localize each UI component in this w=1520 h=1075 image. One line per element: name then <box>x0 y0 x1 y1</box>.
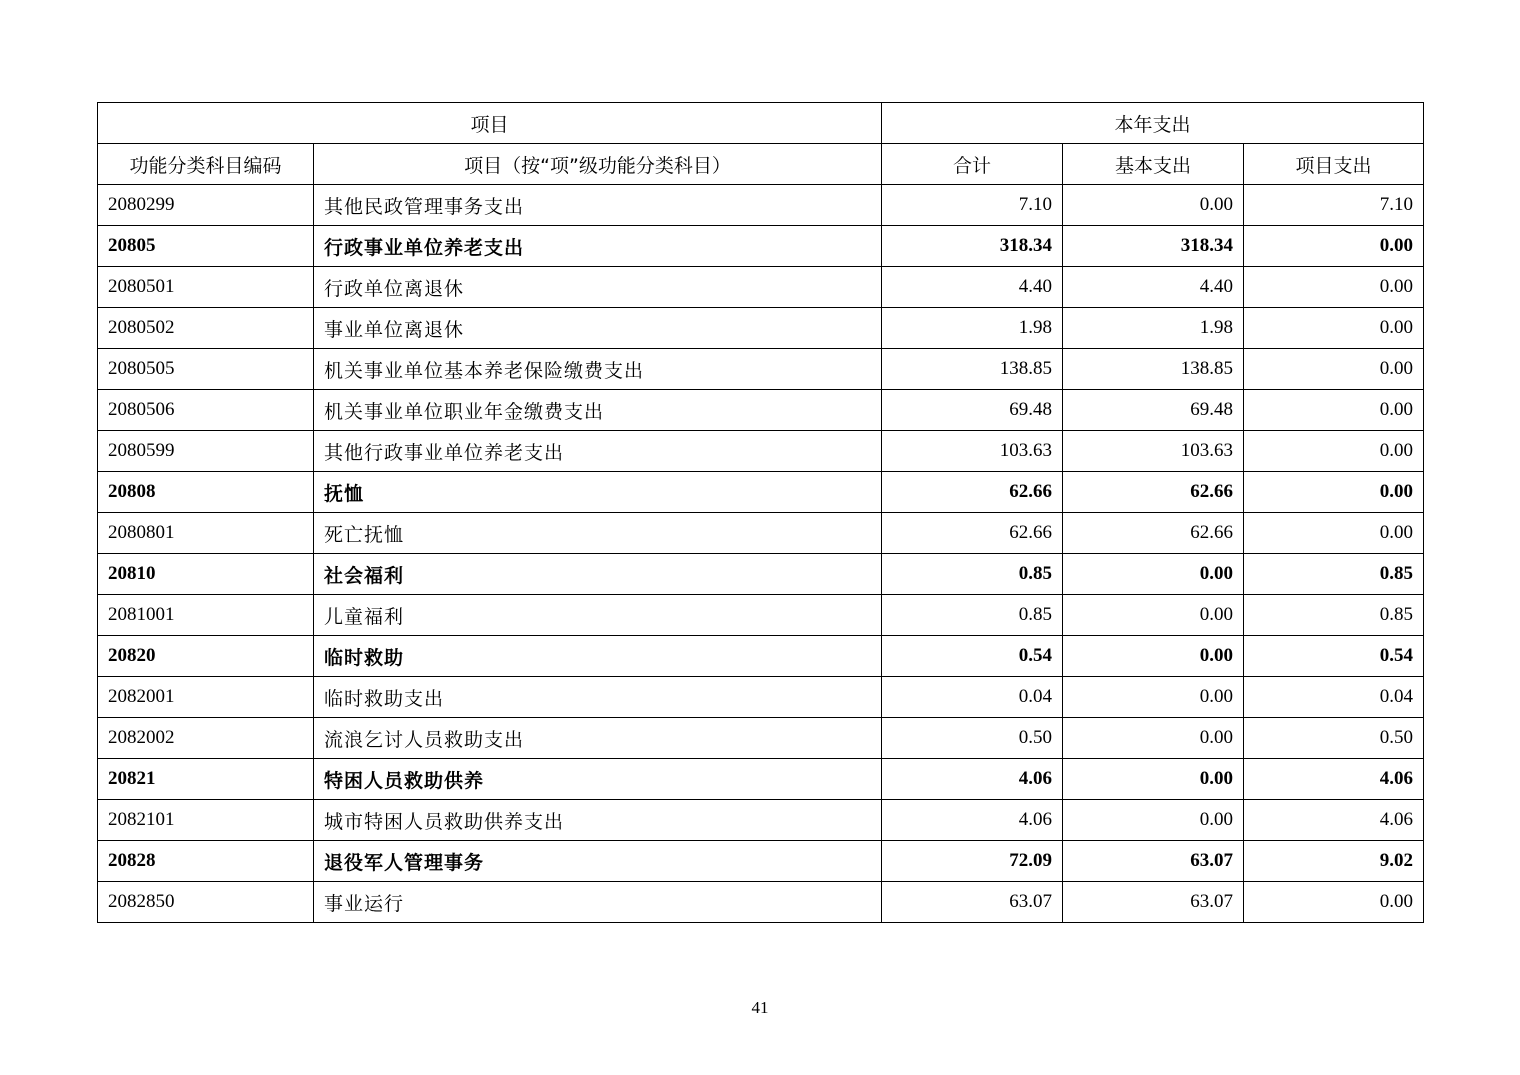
column-header-code: 功能分类科目编码 <box>98 144 314 185</box>
table-row <box>98 226 1424 267</box>
cell-basic: 318.34 <box>1063 226 1244 267</box>
cell-project: 9.02 <box>1244 841 1424 882</box>
cell-code: 2080801 <box>98 513 314 554</box>
cell-name: 抚恤 <box>314 472 882 513</box>
cell-code: 20828 <box>98 841 314 882</box>
column-header-name: 项目（按“项”级功能分类科目） <box>314 144 882 185</box>
cell-name: 机关事业单位基本养老保险缴费支出 <box>314 349 882 390</box>
cell-basic: 0.00 <box>1063 718 1244 759</box>
cell-project: 0.00 <box>1244 882 1424 923</box>
cell-project: 0.00 <box>1244 308 1424 349</box>
table-row <box>98 718 1424 759</box>
column-header-project: 项目支出 <box>1244 144 1424 185</box>
table-row <box>98 759 1424 800</box>
table-row <box>98 349 1424 390</box>
column-header-total: 合计 <box>882 144 1063 185</box>
cell-name: 事业单位离退休 <box>314 308 882 349</box>
cell-code: 2080299 <box>98 185 314 226</box>
cell-basic: 0.00 <box>1063 554 1244 595</box>
cell-total: 4.40 <box>882 267 1063 308</box>
cell-basic: 0.00 <box>1063 185 1244 226</box>
table-row <box>98 390 1424 431</box>
table-row <box>98 185 1424 226</box>
cell-name: 其他行政事业单位养老支出 <box>314 431 882 472</box>
cell-project: 0.85 <box>1244 595 1424 636</box>
cell-basic: 1.98 <box>1063 308 1244 349</box>
cell-project: 0.00 <box>1244 267 1424 308</box>
header-project: 项目 <box>98 103 882 144</box>
cell-name: 死亡抚恤 <box>314 513 882 554</box>
cell-basic: 62.66 <box>1063 472 1244 513</box>
cell-basic: 4.40 <box>1063 267 1244 308</box>
cell-code: 2082002 <box>98 718 314 759</box>
cell-project: 0.54 <box>1244 636 1424 677</box>
cell-total: 0.54 <box>882 636 1063 677</box>
cell-basic: 62.66 <box>1063 513 1244 554</box>
column-header-basic: 基本支出 <box>1063 144 1244 185</box>
page-number: 41 <box>751 998 769 1017</box>
cell-code: 20808 <box>98 472 314 513</box>
cell-name: 城市特困人员救助供养支出 <box>314 800 882 841</box>
header-current-year: 本年支出 <box>882 103 1424 144</box>
cell-code: 20810 <box>98 554 314 595</box>
cell-project: 0.00 <box>1244 472 1424 513</box>
cell-code: 20820 <box>98 636 314 677</box>
cell-basic: 138.85 <box>1063 349 1244 390</box>
cell-name: 社会福利 <box>314 554 882 595</box>
cell-project: 0.00 <box>1244 431 1424 472</box>
table-row <box>98 267 1424 308</box>
cell-name: 事业运行 <box>314 882 882 923</box>
cell-total: 138.85 <box>882 349 1063 390</box>
cell-name: 行政单位离退休 <box>314 267 882 308</box>
table-row <box>98 595 1424 636</box>
cell-project: 0.00 <box>1244 390 1424 431</box>
cell-basic: 0.00 <box>1063 677 1244 718</box>
table-row <box>98 431 1424 472</box>
cell-code: 2080599 <box>98 431 314 472</box>
cell-basic: 69.48 <box>1063 390 1244 431</box>
cell-project: 4.06 <box>1244 800 1424 841</box>
cell-basic: 63.07 <box>1063 882 1244 923</box>
table-row <box>98 882 1424 923</box>
cell-total: 69.48 <box>882 390 1063 431</box>
cell-total: 62.66 <box>882 513 1063 554</box>
cell-code: 20805 <box>98 226 314 267</box>
cell-name: 特困人员救助供养 <box>314 759 882 800</box>
cell-basic: 0.00 <box>1063 636 1244 677</box>
cell-project: 0.00 <box>1244 349 1424 390</box>
cell-total: 72.09 <box>882 841 1063 882</box>
cell-total: 4.06 <box>882 800 1063 841</box>
table-row <box>98 800 1424 841</box>
cell-basic: 63.07 <box>1063 841 1244 882</box>
cell-code: 2082101 <box>98 800 314 841</box>
cell-name: 流浪乞讨人员救助支出 <box>314 718 882 759</box>
cell-code: 2080506 <box>98 390 314 431</box>
cell-total: 7.10 <box>882 185 1063 226</box>
table-row <box>98 636 1424 677</box>
cell-project: 0.00 <box>1244 513 1424 554</box>
cell-basic: 103.63 <box>1063 431 1244 472</box>
cell-code: 2080501 <box>98 267 314 308</box>
cell-name: 行政事业单位养老支出 <box>314 226 882 267</box>
cell-project: 4.06 <box>1244 759 1424 800</box>
cell-total: 1.98 <box>882 308 1063 349</box>
header-row-top <box>98 103 1424 144</box>
cell-total: 0.85 <box>882 595 1063 636</box>
cell-project: 7.10 <box>1244 185 1424 226</box>
cell-project: 0.00 <box>1244 226 1424 267</box>
table-row <box>98 841 1424 882</box>
expenditure-table <box>97 102 1424 923</box>
cell-project: 0.50 <box>1244 718 1424 759</box>
cell-code: 20821 <box>98 759 314 800</box>
table-row <box>98 677 1424 718</box>
cell-total: 0.50 <box>882 718 1063 759</box>
table-row <box>98 513 1424 554</box>
table-row <box>98 308 1424 349</box>
cell-basic: 0.00 <box>1063 759 1244 800</box>
cell-name: 机关事业单位职业年金缴费支出 <box>314 390 882 431</box>
header-row-columns <box>98 144 1424 185</box>
cell-project: 0.85 <box>1244 554 1424 595</box>
cell-code: 2080502 <box>98 308 314 349</box>
cell-name: 临时救助支出 <box>314 677 882 718</box>
cell-name: 儿童福利 <box>314 595 882 636</box>
cell-name: 其他民政管理事务支出 <box>314 185 882 226</box>
cell-total: 318.34 <box>882 226 1063 267</box>
cell-name: 退役军人管理事务 <box>314 841 882 882</box>
table-row <box>98 472 1424 513</box>
cell-code: 2082850 <box>98 882 314 923</box>
cell-code: 2082001 <box>98 677 314 718</box>
cell-basic: 0.00 <box>1063 800 1244 841</box>
cell-total: 62.66 <box>882 472 1063 513</box>
table-body <box>98 185 1424 923</box>
cell-project: 0.04 <box>1244 677 1424 718</box>
cell-code: 2080505 <box>98 349 314 390</box>
cell-total: 103.63 <box>882 431 1063 472</box>
cell-total: 0.04 <box>882 677 1063 718</box>
cell-basic: 0.00 <box>1063 595 1244 636</box>
cell-name: 临时救助 <box>314 636 882 677</box>
table-row <box>98 554 1424 595</box>
cell-code: 2081001 <box>98 595 314 636</box>
cell-total: 63.07 <box>882 882 1063 923</box>
cell-total: 4.06 <box>882 759 1063 800</box>
cell-total: 0.85 <box>882 554 1063 595</box>
